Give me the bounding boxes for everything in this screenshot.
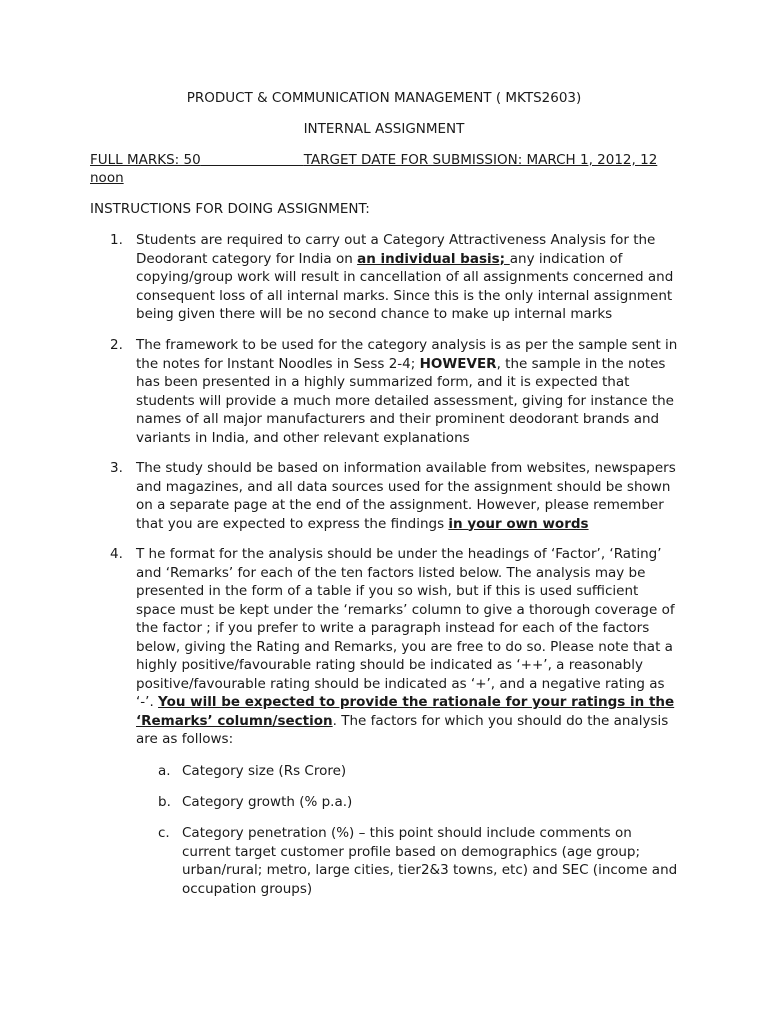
full-marks: FULL MARKS: 50 xyxy=(90,152,201,168)
instructions-heading: INSTRUCTIONS FOR DOING ASSIGNMENT: xyxy=(90,201,370,217)
item-number: 3. xyxy=(110,460,123,476)
factor-text: Category penetration (%) – this point should include comments on current target customer profile based on demographics (age group; urban/rural; metro, large cities, tier2&3 towns, etc) and SEC (income and occupation groups) xyxy=(182,825,678,897)
item-text: T he format for the analysis should be under the headings of ‘Factor’, ‘Rating’ and ‘Remarks’ for each of the ten factors listed below. The analysis may be presented in the form of a table if you so wish, but if this is used sufficient space must be kept under the ‘remarks’ column to give a thorough coverage of the factor ; if you prefer to write a paragraph instead for each of the factors below, giving the Rating and Remarks, you are free to do so. Please note that a highly positive/favourable rating should be indicated as ‘++’, a reasonably positive/favourable rating should be indicated as ‘+’, and a negative rating as ‘-’. You will be expected to provide the rationale for your ratings in the ‘Remarks’ column/section. The factors for which you should do the analysis are as follows: xyxy=(136,546,675,747)
factor-text: Category growth (% p.a.) xyxy=(182,794,353,810)
factor-letter: b. xyxy=(158,794,171,810)
factor-item-c xyxy=(158,824,683,898)
factor-text: Category size (Rs Crore) xyxy=(182,763,347,779)
target-date: TARGET DATE FOR SUBMISSION: MARCH 1, 2012, 12 noon xyxy=(90,152,658,186)
course-title: PRODUCT & COMMUNICATION MANAGEMENT ( MKTS2603) xyxy=(186,90,582,106)
item-text: The framework to be used for the category analysis is as per the sample sent in the notes for Instant Noodles in Sess 2-4; HOWEVER, the sample in the notes has been presented in a highly summarized form, and it is expected that students will provide a much more detailed assessment, giving for instance the names of all major manufacturers and their prominent deodorant brands and variants in India, and other relevant explanations xyxy=(136,337,678,446)
instruction-item-4 xyxy=(110,545,680,749)
item-number: 4. xyxy=(110,546,123,562)
item-text: The study should be based on information available from websites, newspapers and magazines, and all data sources used for the assignment should be shown on a separate page at the end of the assignment. However, please remember that you are expected to express the findings in your own words xyxy=(136,460,676,532)
marks-line xyxy=(90,151,682,187)
instruction-item-2 xyxy=(110,336,680,447)
factor-item-b xyxy=(158,793,683,812)
instruction-item-1 xyxy=(110,231,680,324)
item-text: Students are required to carry out a Category Attractiveness Analysis for the Deodorant category for India on an individual basis; any indication of copying/group work will result in cancellation of all assignments concerned and consequent loss of all internal marks. Since this is the only internal assignment being given there will be no second chance to make up internal marks xyxy=(136,232,674,322)
factor-item-a xyxy=(158,762,683,781)
item-number: 1. xyxy=(110,232,123,248)
item-number: 2. xyxy=(110,337,123,353)
factor-letter: a. xyxy=(158,763,171,779)
factor-letter: c. xyxy=(158,825,170,841)
instruction-item-3 xyxy=(110,459,680,533)
document-title: INTERNAL ASSIGNMENT xyxy=(303,121,465,137)
